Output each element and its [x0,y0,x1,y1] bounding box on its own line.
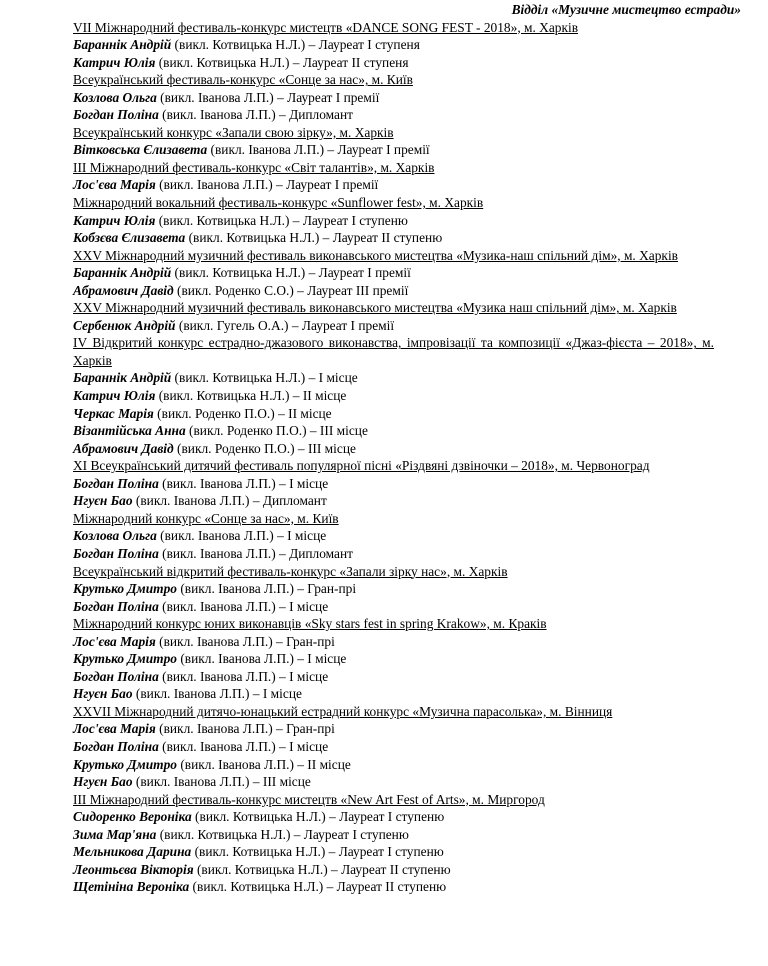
award-entry [73,264,714,282]
student-name: Крутько Дмитро [73,651,177,667]
student-name: Богдан Поліна [73,475,159,491]
award-entry [73,878,714,896]
award-detail: (викл. Котвицька Н.Л.) – Лауреат ІІ ступеню [189,879,447,895]
award-entry [73,685,714,703]
award-entry [73,826,714,844]
contest-block [73,124,714,159]
award-detail: (викл. Іванова Л.П.) – Гран-прі [155,721,335,737]
award-entry [73,720,714,738]
award-entry [73,580,714,598]
award-detail: (викл. Котвицька Н.Л.) – Лауреат ІІ ступеню [185,230,443,246]
contest-list [73,19,714,896]
award-entry [73,650,714,668]
student-name: Лос'єва Марія [73,721,156,737]
contest-title: Міжнародний конкурс юних виконавців «Sky stars fest in spring Krakow», м. Краків [73,616,547,632]
student-name: Богдан Поліна [73,545,159,561]
award-detail: (викл. Іванова Л.П.) – Дипломант [158,545,354,561]
student-name: Катрич Юлія [73,388,156,404]
award-detail: (викл. Іванова Л.П.) – Гран-прі [155,633,335,649]
award-entry [73,141,714,159]
student-name: Візантійська Анна [73,423,186,439]
student-name: Бараннік Андрій [73,370,172,386]
contest-title: Всеукраїнський конкурс «Запали свою зірку», м. Харків [73,124,394,140]
award-entry [73,527,714,545]
contest-block [73,563,714,616]
contest-title: XXV Міжнародний музичний фестиваль виконавського мистецтва «Музика-наш спільний дім», м. Харків [73,247,678,263]
award-detail: (викл. Котвицька Н.Л.) – Лауреат І премії [171,265,411,281]
contest-block [73,791,714,896]
student-name: Сидоренко Вероніка [73,809,192,825]
award-detail: (викл. Іванова Л.П.) – ІІІ місце [132,774,311,790]
award-entry [73,633,714,651]
award-entry [73,229,714,247]
award-detail: (викл. Котвицька Н.Л.) – ІІ місце [155,388,347,404]
contest-title: ІІІ Міжнародний фестиваль-конкурс «Світ талантів», м. Харків [73,159,435,175]
student-name: Крутько Дмитро [73,581,177,597]
award-detail: (викл. Іванова Л.П.) – І місце [176,651,347,667]
student-name: Зима Мар'яна [73,826,157,842]
student-name: Богдан Поліна [73,598,159,614]
department-header: Відділ «Музичне мистецтво естради» [511,2,741,17]
student-name: Крутько Дмитро [73,756,177,772]
contest-block [73,703,714,791]
award-entry [73,405,714,423]
award-entry [73,369,714,387]
award-detail: (викл. Іванова Л.П.) – І місце [158,668,329,684]
award-detail: (викл. Іванова Л.П.) – Лауреат І премії [156,89,380,105]
student-name: Козлова Ольга [73,528,157,544]
contest-block [73,510,714,563]
award-entry [73,176,714,194]
student-name: Леонтьєва Вікторія [73,861,194,877]
award-entry [73,387,714,405]
contest-block [73,299,714,334]
award-entry [73,598,714,616]
student-name: Черкас Марія [73,405,154,421]
contest-block [73,159,714,194]
award-detail: (викл. Котвицька Н.Л.) – Лауреат І ступеню [155,212,408,228]
student-name: Катрич Юлія [73,54,156,70]
student-name: Богдан Поліна [73,738,159,754]
award-entry [73,89,714,107]
award-detail: (викл. Іванова Л.П.) – Дипломант [132,493,327,509]
student-name: Бараннік Андрій [73,37,172,53]
award-detail: (викл. Котвицька Н.Л.) – І місце [171,370,358,386]
award-entry [73,545,714,563]
award-detail: (викл. Роденко П.О.) – ІІІ місце [173,440,356,456]
contest-block [73,194,714,247]
award-entry [73,861,714,879]
award-entry [73,492,714,510]
award-detail: (викл. Іванова Л.П.) – Дипломант [158,107,354,123]
contest-title: XXV Міжнародний музичний фестиваль виконавського мистецтва «Музика наш спільний дім», м. Харків [73,300,677,316]
award-detail: (викл. Котвицька Н.Л.) – Лауреат І ступеню [156,826,409,842]
award-entry [73,212,714,230]
student-name: Абрамович Давід [73,282,174,298]
award-detail: (викл. Іванова Л.П.) – І місце [156,528,327,544]
student-name: Лос'єва Марія [73,177,156,193]
student-name: Сербенюк Андрій [73,317,176,333]
award-detail: (викл. Іванова Л.П.) – І місце [158,598,329,614]
student-name: Кобзєва Єлизавета [73,230,186,246]
student-name: Богдан Поліна [73,107,159,123]
award-entry [73,422,714,440]
student-name: Козлова Ольга [73,89,157,105]
award-detail: (викл. Іванова Л.П.) – І місце [158,475,329,491]
contest-block [73,19,714,72]
contest-title: Всеукраїнський відкритий фестиваль-конкурс «Запали зірку нас», м. Харків [73,563,508,579]
award-detail: (викл. Котвицька Н.Л.) – Лауреат І ступеня [171,37,420,53]
award-entry [73,808,714,826]
award-detail: (викл. Роденко П.О.) – ІІ місце [153,405,332,421]
award-entry [73,282,714,300]
award-detail: (викл. Іванова Л.П.) – І місце [132,686,302,702]
contest-block [73,247,714,300]
contest-block [73,71,714,124]
contest-title: XI Всеукраїнський дитячий фестиваль популярної пісні «Різдвяні дзвіночки – 2018», м. Червоноград [73,458,650,474]
student-name: Нгуєн Бао [73,774,133,790]
award-entry [73,843,714,861]
award-detail: (викл. Іванова Л.П.) – І місце [158,738,329,754]
award-entry [73,475,714,493]
student-name: Щетініна Вероніка [73,879,190,895]
student-name: Мельникова Дарина [73,844,192,860]
contest-title: Всеукраїнський фестиваль-конкурс «Сонце за нас», м. Київ [73,72,413,88]
student-name: Нгуєн Бао [73,493,133,509]
award-detail: (викл. Іванова Л.П.) – Лауреат І премії [207,142,430,158]
award-detail: (викл. Гугель О.А.) – Лауреат І премії [175,317,395,333]
student-name: Катрич Юлія [73,212,156,228]
award-entry [73,54,714,72]
contest-title: Міжнародний вокальний фестиваль-конкурс «Sunflower fest», м. Харків [73,195,484,211]
award-detail: (викл. Котвицька Н.Л.) – Лауреат ІІ ступеню [193,861,451,877]
award-entry [73,668,714,686]
contest-title: XXVII Міжнародний дитячо-юнацький естрадний конкурс «Музична парасолька», м. Вінниця [73,703,613,719]
award-detail: (викл. Іванова Л.П.) – Гран-прі [176,581,357,597]
student-name: Богдан Поліна [73,668,159,684]
award-entry [73,317,714,335]
student-name: Бараннік Андрій [73,265,172,281]
award-entry [73,773,714,791]
student-name: Лос'єва Марія [73,633,156,649]
award-detail: (викл. Іванова Л.П.) – Лауреат І премії [155,177,379,193]
award-detail: (викл. Іванова Л.П.) – ІІ місце [176,756,351,772]
student-name: Вітковська Єлизавета [73,142,208,158]
award-detail: (викл. Котвицька Н.Л.) – Лауреат ІІ ступеня [155,54,409,70]
award-entry [73,106,714,124]
contest-title: Міжнародний конкурс «Сонце за нас», м. Київ [73,510,339,526]
award-detail: (викл. Котвицька Н.Л.) – Лауреат І ступеню [191,844,444,860]
contest-title: VII Міжнародний фестиваль-конкурс мистецтв «DANCE SONG FEST - 2018», м. Харків [73,19,579,35]
student-name: Абрамович Давід [73,440,174,456]
document-page [73,1,741,896]
award-entry [73,36,714,54]
contest-title: IV Відкритий конкурс естрадно-джазового виконавства, імпровізації та композиції «Джаз-фієста – 2018», м. Харків [73,335,714,368]
award-entry [73,738,714,756]
contest-block [73,334,714,457]
award-detail: (викл. Роденко П.О.) – ІІІ місце [185,423,368,439]
award-detail: (викл. Роденко С.О.) – Лауреат ІІІ премії [173,282,409,298]
award-detail: (викл. Котвицька Н.Л.) – Лауреат І ступеню [191,809,445,825]
contest-block [73,457,714,510]
contest-title: ІІІ Міжнародний фестиваль-конкурс мистецтв «New Art Fest of Arts», м. Миргород [73,791,545,807]
award-entry [73,440,714,458]
contest-block [73,615,714,703]
award-entry [73,756,714,774]
student-name: Нгуєн Бао [73,686,133,702]
